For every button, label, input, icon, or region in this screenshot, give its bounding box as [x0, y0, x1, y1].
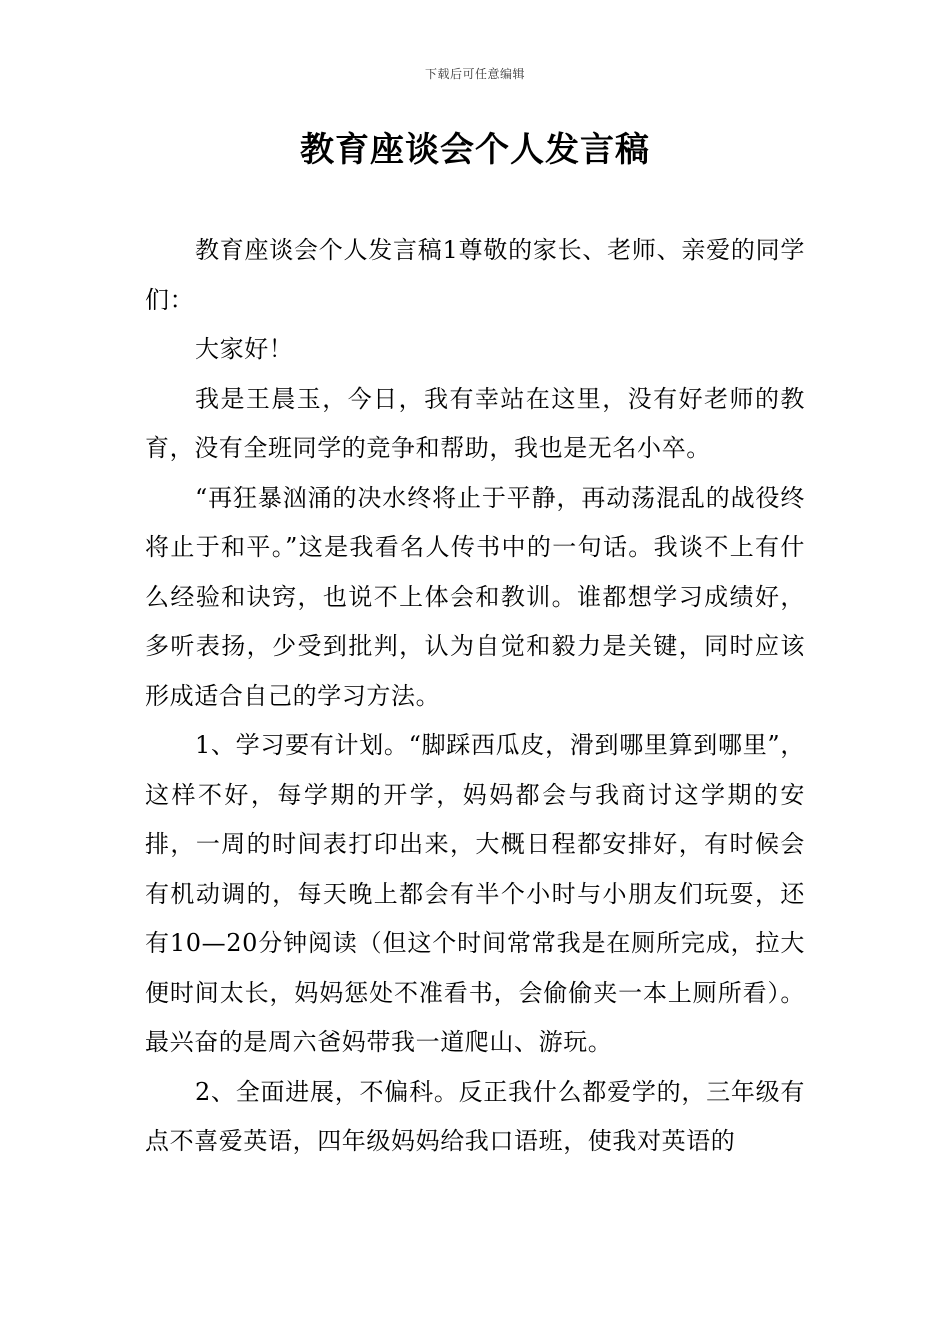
- paragraph-introduction: 我是王晨玉，今日，我有幸站在这里，没有好老师的教育，没有全班同学的竞争和帮助，我也是无名小卒。: [145, 384, 805, 462]
- paragraph-quote: “再狂暴汹涌的决水终将止于平静，再动荡混乱的战役终将止于和平。”这是我看名人传书中的一句话。我谈不上有什么经验和诀窍，也说不上体会和教训。谁都想学习成绩好，多听表扬，少受到批判，认为自觉和毅力是关键，同时应该形成适合自己的学习方法。: [145, 483, 805, 710]
- paragraph-hello: 大家好！: [195, 335, 294, 363]
- paragraph-greeting: 教育座谈会个人发言稿1尊敬的家长、老师、亲爱的同学们：: [145, 236, 805, 314]
- paragraph-point-1: 1、学习要有计划。“脚踩西瓜皮，滑到哪里算到哪里”，这样不好，每学期的开学，妈妈都会与我商讨这学期的安排，一周的时间表打印出来，大概日程都安排好，有时候会有机动调的，每天晚上都会有半个小时与小朋友们玩耍，还有10—20分钟阅读（但这个时间常常我是在厕所完成，拉大便时间太长，妈妈惩处不准看书，会偷偷夹一本上厕所看）。最兴奋的是周六爸妈带我一道爬山、游玩。: [145, 731, 805, 1056]
- paragraph-point-2: 2、全面进展，不偏科。反正我什么都爱学的，三年级有点不喜爱英语，四年级妈妈给我口语班，使我对英语的: [145, 1077, 805, 1155]
- header-note: 下载后可任意编辑: [424, 67, 525, 81]
- document-title: 教育座谈会个人发言稿: [300, 130, 650, 170]
- document-body: [145, 226, 805, 1167]
